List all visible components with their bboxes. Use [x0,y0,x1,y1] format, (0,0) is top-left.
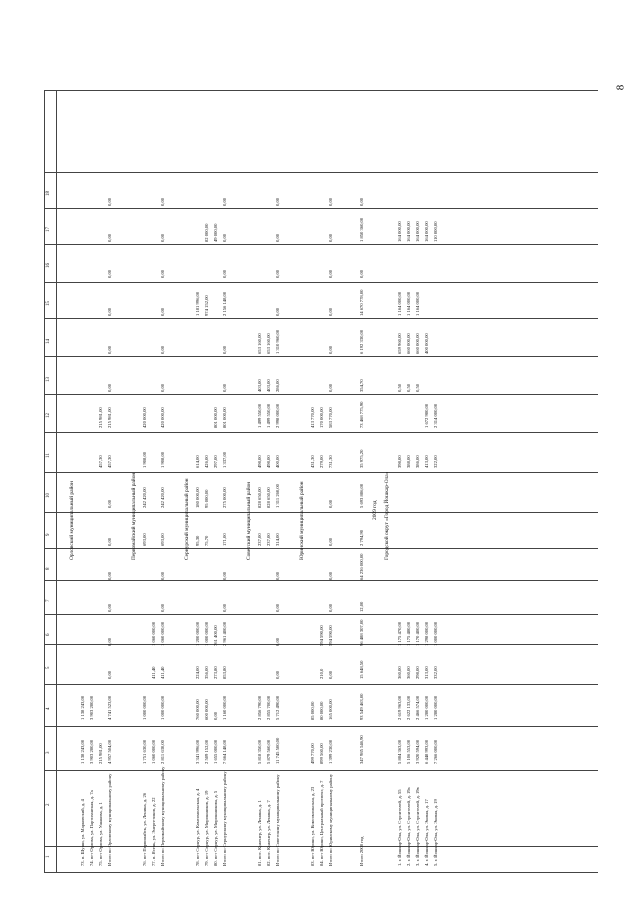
cell-c13: 0,00 [107,383,112,392]
cell-c4: 600 000,00 [204,699,209,720]
cell-c11: 398,00 [397,455,402,468]
cell-c6: 0,00 [275,637,280,646]
column-number: 6 [46,633,51,636]
cell-c8: 64 236 000,00 [359,553,364,580]
cell-c4: 2 856 790,00 [257,695,262,720]
cell-c6: 1 175 470,00 [397,621,402,646]
section-title: Орловский муниципальный район [69,481,75,560]
cell-c15: 0,00 [107,307,112,316]
cell-c18: 0,00 [328,197,333,206]
column-separator [44,356,598,357]
row-name: 76. пгт Первомайск, ул. Ленина, д. 26 [142,792,147,866]
row-name: Итого по Советскому муниципальному району [275,774,280,866]
cell-c5: 298,00 [415,666,420,679]
cell-c13: 403,00 [266,379,271,392]
cell-c10: 242 420,00 [142,487,147,508]
cell-c3: 6 448 993,00 [424,739,429,764]
column-separator [44,318,598,319]
cell-c13: 0,00 [160,383,165,392]
cell-c14: 653 160,00 [266,333,271,354]
cell-c5: 273,80 [213,666,218,679]
cell-c15: 14 670 778,00 [359,289,364,316]
column-separator [44,770,598,771]
row-name: 80. пгт Сернур, ул. Мирошникова, д. 5 [213,790,218,866]
cell-c9: 171,00 [222,533,227,546]
column-separator [44,282,598,283]
cell-c15: 0,00 [328,307,333,316]
cell-c8: 0,00 [222,571,227,580]
cell-c10: 0,00 [107,499,112,508]
column-separator [44,244,598,245]
cell-c6: 1 298 000,00 [424,621,429,646]
cell-c17: 0,00 [107,233,112,242]
cell-c4: 2 622 133,00 [406,695,411,720]
cell-c3: 2 811 630,00 [160,740,165,764]
cell-c15: 974 152,00 [204,295,209,316]
cell-c14: 653 160,00 [257,333,262,354]
cell-c9: 95,30 [195,535,200,546]
column-number: 16 [46,263,51,268]
cell-c3: 3 903 280,00 [89,739,94,764]
cell-c5: 0,00 [107,670,112,679]
cell-c11: 35 975,20 [359,449,364,468]
row-name: Итого по Сернурскому муниципальному району [222,771,227,866]
cell-c11: 1 908,00 [142,451,147,468]
row-name: 73. п. Шуши, ул. Марковский, д. 4 [80,799,85,866]
column-number: 10 [46,493,51,498]
cell-c12: 583 770,00 [328,407,333,428]
cell-c12: 170 000,00 [319,407,324,428]
cell-c9: 75,70 [204,535,209,546]
column-number: 5 [46,666,51,669]
cell-c7: 12,00 [359,601,364,612]
cell-c6: 761 400,00 [213,625,218,646]
row-name: 3. г. Йошкар-Ола, ул. Строителей, д. 19в [415,787,420,866]
row-name: 82. пос. Куженер, ул. Ленина, д. 7 [266,800,271,866]
cell-c3: 1 138 243,00 [80,739,85,764]
row-name: 5. г. Йошкар-Ола, ул. Эшпая, д. 19 [433,799,438,866]
cell-c12: 413 770,00 [310,407,315,428]
cell-c6: 1 000 000,00 [204,621,209,646]
cell-c12: 2 998 000,00 [275,403,280,428]
cell-c4: 1 000 000,00 [160,695,165,720]
cell-c3: 5 879 560,00 [266,739,271,764]
cell-c15: 1 164 000,00 [415,291,420,316]
column-separator [44,512,598,513]
cell-c4: 0,00 [213,711,218,720]
cell-c11: 731,30 [328,455,333,468]
cell-c8: 0,00 [107,571,112,580]
cell-c3: 7 266 000,00 [433,739,438,764]
row-name: 2. г. Йошкар-Ола, ул. Строителей, д. 19а [406,787,411,866]
cell-c8: 0,00 [275,571,280,580]
cell-c5: 332,00 [433,666,438,679]
row-name: Итого по Юринскому муниципальному району [328,773,333,866]
cell-c15: 1 164 000,00 [397,291,402,316]
cell-c14: 0,00 [107,345,112,354]
cell-c10: 1 311 260,00 [275,484,280,508]
cell-c3: 7 664 148,00 [222,739,227,764]
cell-c5: 356,00 [204,666,209,679]
row-name: 83. пгт Юрино, ул. Комсомольская, д. 23 [310,786,315,866]
cell-c17: 1 850 360,00 [359,217,364,242]
cell-c4: 1 138 243,00 [80,695,85,720]
column-number: 18 [46,191,51,196]
section-title: Сернурский муниципальный район [184,478,190,560]
cell-c3: 4 957 504,00 [107,739,112,764]
cell-c12: 215 981,00 [107,407,112,428]
cell-c15: 2 156 148,00 [222,291,227,316]
cell-c3: 3 920 594,00 [415,739,420,764]
cell-c12: 73 468 775,90 [359,401,364,428]
cell-c10: 5 693 886,00 [359,483,364,508]
cell-c18: 0,00 [160,197,165,206]
cell-c3: 1 060 000,00 [151,739,156,764]
column-separator [44,172,598,173]
cell-c3: 899 560,00 [319,743,324,764]
cell-c10: 242 420,00 [160,487,165,508]
cell-c5: 0,00 [275,670,280,679]
cell-c6: 1 000 000,00 [433,621,438,646]
cell-c16: 0,00 [275,269,280,278]
cell-c11: 386,00 [415,455,420,468]
section-title: Городской округ «Город Йошкар-Ола» [384,471,390,560]
cell-c16: 0,00 [160,269,165,278]
section-title: Советский муниципальный район [246,481,252,560]
cell-c11: 426,00 [204,455,209,468]
row-name: 1. г. Йошкар-Ола, ул. Строителей, д. 55 [397,789,402,866]
cell-c5: 853,80 [222,666,227,679]
cell-c13: 0,50 [415,383,420,392]
cell-c18: 0,00 [107,197,112,206]
cell-c9: 693,00 [160,533,165,546]
cell-c5: 224,00 [195,666,200,679]
cell-c11: 1 908,00 [160,451,165,468]
cell-c17: 110 000,00 [433,221,438,242]
column-number: 15 [46,301,51,306]
column-separator [44,90,598,91]
row-name: Итого по Первомайскому муниципальному району [160,766,165,866]
cell-c18: 0,00 [359,197,364,206]
cell-c15: 0,00 [275,307,280,316]
cell-c3: 3 341 996,00 [195,739,200,764]
cell-c13: 0,50 [406,383,411,392]
cell-c13: 286,00 [275,379,280,392]
row-name: 75. пгт Орлова, ул. Ушакова, д. 1 [98,802,103,866]
row-name: Итого 2008 год [359,836,364,866]
cell-c9: 2 794,90 [359,529,364,546]
cell-c16: 0,00 [359,269,364,278]
table-border [44,90,45,872]
cell-c13: 354,70 [359,379,364,392]
cell-c5: 360,00 [406,666,411,679]
column-number: 8 [46,567,51,570]
cell-c4: 1 160 000,00 [222,695,227,720]
cell-c10: 275 000,00 [222,487,227,508]
cell-c6: 1 060 000,00 [151,621,156,646]
cell-c17: 0,00 [160,233,165,242]
cell-c13: 403,00 [257,379,262,392]
column-number: 2 [46,803,51,806]
row-name: 4. г. Йошкар-Ола, ул. Эшпая, д. 17 [424,799,429,866]
row-name: 77. п. Ясень, ул. Энергетиков, д. 22 [151,797,156,866]
cell-c14: 0,00 [160,345,165,354]
cell-c3: 215 981,00 [98,743,103,764]
cell-c4: 5 712 490,00 [275,695,280,720]
cell-c10: 180 000,00 [195,487,200,508]
cell-c4: 93 549 463,00 [359,693,364,720]
cell-c6: 0,00 [107,637,112,646]
cell-c7: 0,00 [328,603,333,612]
cell-c3: 1 751 630,00 [142,739,147,764]
row-name: 81. пос. Куженер, ул. Ленина, д. 1 [257,800,262,866]
cell-c3: 5 106 553,00 [406,739,411,764]
cell-c3: 5 884 363,00 [397,739,402,764]
cell-c11: 388,00 [406,455,411,468]
cell-c14: 660 000,00 [415,333,420,354]
cell-c14: 6 192 330,00 [359,329,364,354]
cell-c17: 49 000,00 [213,223,218,242]
column-separator [44,472,598,473]
cell-c4: 1 280 000,00 [433,695,438,720]
column-separator [44,208,598,209]
cell-c11: 279,00 [319,455,324,468]
cell-c4: 760 000,00 [195,699,200,720]
cell-c11: 400,00 [275,455,280,468]
header-row-border [56,90,57,872]
cell-c13: 0,50 [397,383,402,392]
column-number: 7 [46,599,51,602]
column-separator [44,432,598,433]
cell-c17: 0,00 [328,233,333,242]
cell-c13: 0,00 [328,383,333,392]
cell-c12: 215 981,00 [98,407,103,428]
cell-c4: 165 000,00 [328,699,333,720]
row-name: Итого по Орловскому муниципальному району [107,773,112,866]
column-number: 17 [46,227,51,232]
section-title: Первомайский муниципальный район [131,472,137,560]
cell-c9: 693,00 [142,533,147,546]
cell-c7: 0,00 [275,603,280,612]
cell-c8: 0,00 [328,571,333,580]
cell-c7: 0,00 [160,603,165,612]
row-name: 74. пгт Орлова, ул. Партизанская, д. 7а [89,790,94,866]
cell-c9: 0,00 [328,537,333,546]
cell-c17: 164 000,00 [406,221,411,242]
cell-c6: 1 175 480,00 [406,621,411,646]
cell-c17: 82 000,00 [204,223,209,242]
cell-c14: 660 000,00 [406,333,411,354]
cell-c9: 237,00 [266,533,271,546]
column-number: 1 [46,855,51,858]
cell-c12: 1 499 550,00 [266,403,271,428]
cell-c4: 2 466 574,00 [415,695,420,720]
cell-c10: 828 650,00 [257,487,262,508]
cell-c5: 360,00 [397,666,402,679]
cell-c6: 2 961 400,00 [222,621,227,646]
cell-c3: 1 655 000,00 [213,739,218,764]
column-separator [44,394,598,395]
cell-c3: 347 985 546,90 [359,735,364,764]
cell-c4: 3 903 280,00 [89,695,94,720]
column-number: 12 [46,413,51,418]
cell-c9: 314,00 [275,533,280,546]
column-separator [44,726,598,727]
cell-c12: 420 000,00 [160,407,165,428]
cell-c4: 1 000 000,00 [142,695,147,720]
column-number: 9 [46,533,51,536]
column-separator [44,548,598,549]
cell-c4: 1 280 000,00 [424,695,429,720]
cell-c14: 0,00 [328,345,333,354]
cell-c3: 1 399 230,00 [328,739,333,764]
cell-c4: 85 000,00 [310,701,315,720]
cell-c14: 1 310 960,00 [275,329,280,354]
cell-c11: 431,30 [310,455,315,468]
cell-c15: 0,00 [160,307,165,316]
cell-c5: 0,00 [328,670,333,679]
cell-c6: 96 488 307,00 [359,619,364,646]
cell-c3: 11 745 500,00 [275,737,280,764]
cell-c12: 801 000,00 [222,407,227,428]
cell-c3: 2 509 152,00 [204,739,209,764]
cell-c11: 1 337,00 [222,451,227,468]
cell-c17: 164 000,00 [415,221,420,242]
cell-c4: 2 855 700,00 [266,695,271,720]
cell-c13: 0,00 [222,383,227,392]
cell-c3: 499 770,00 [310,743,315,764]
cell-c5: 313,00 [424,666,429,679]
cell-c4: 2 619 963,00 [397,695,402,720]
cell-c16: 0,00 [107,269,112,278]
cell-c11: 457,30 [107,455,112,468]
cell-c11: 498,00 [266,455,271,468]
cell-c14: 0,00 [222,345,227,354]
cell-c4: 80 000,00 [319,701,324,720]
column-separator [44,872,598,873]
page-number: 8 [614,84,627,91]
cell-c5: 411,40 [160,666,165,679]
cell-c7: 0,00 [107,603,112,612]
cell-c15: 1 181 996,00 [195,291,200,316]
cell-c6: 1 200 000,00 [195,621,200,646]
cell-c12: 2 314 000,00 [433,403,438,428]
cell-c9: 237,00 [257,533,262,546]
cell-c15: 1 164 000,00 [406,291,411,316]
cell-c5: 15 648,50 [359,660,364,679]
cell-c17: 164 000,00 [397,221,402,242]
column-number: 13 [46,377,51,382]
cell-c17: 0,00 [275,233,280,242]
cell-c16: 0,00 [222,269,227,278]
cell-c17: 164 000,00 [424,221,429,242]
section-title: Юринский муниципальный район [299,481,305,560]
column-separator [44,614,598,615]
column-number: 4 [46,707,51,710]
cell-c14: 659 960,00 [397,333,402,354]
cell-c3: 5 818 350,00 [257,739,262,764]
cell-c16: 0,00 [328,269,333,278]
cell-c18: 0,00 [222,197,227,206]
cell-c12: 420 000,00 [142,407,147,428]
cell-c11: 413,00 [424,455,429,468]
cell-c6: 594 590,00 [328,625,333,646]
cell-c8: 0,00 [160,571,165,580]
cell-c17: 0,00 [222,233,227,242]
cell-c10: 0,00 [328,499,333,508]
cell-c18: 0,00 [275,197,280,206]
column-separator [44,684,598,685]
cell-c6: 1 170 400,00 [415,621,420,646]
cell-c5: 210,0 [319,668,324,679]
cell-c10: 828 650,00 [266,487,271,508]
cell-c11: 498,00 [257,455,262,468]
cell-c11: 297,00 [213,455,218,468]
cell-c4: 4 741 523,00 [107,695,112,720]
cell-c11: 322,00 [433,455,438,468]
cell-c5: 411,40 [151,666,156,679]
cell-c12: 1 499 550,00 [257,403,262,428]
cell-c9: 0,00 [107,537,112,546]
column-number: 11 [46,453,51,458]
column-number: 14 [46,339,51,344]
cell-c7: 0,00 [222,603,227,612]
cell-c11: 614,00 [195,455,200,468]
cell-c12: 801 000,00 [213,407,218,428]
cell-c11: 457,30 [98,455,103,468]
row-name: 84. пгт Юрино, Центральный проспект, д. 7 [319,780,324,866]
cell-c10: 95 000,00 [204,489,209,508]
column-number: 3 [46,751,51,754]
cell-c12: 1 672 980,00 [424,403,429,428]
cell-c6: 1 060 000,00 [160,621,165,646]
cell-c14: 400 000,00 [424,333,429,354]
year-heading: 2009 год [372,500,378,520]
column-separator [44,580,598,581]
row-name: 79. пгт Сернур, ул. Мирошников, д. 19 [204,790,209,866]
row-name: 78. пгт Сернур, ул. Комсомольская, д. 4 [195,788,200,866]
cell-c6: 594 590,00 [319,625,324,646]
